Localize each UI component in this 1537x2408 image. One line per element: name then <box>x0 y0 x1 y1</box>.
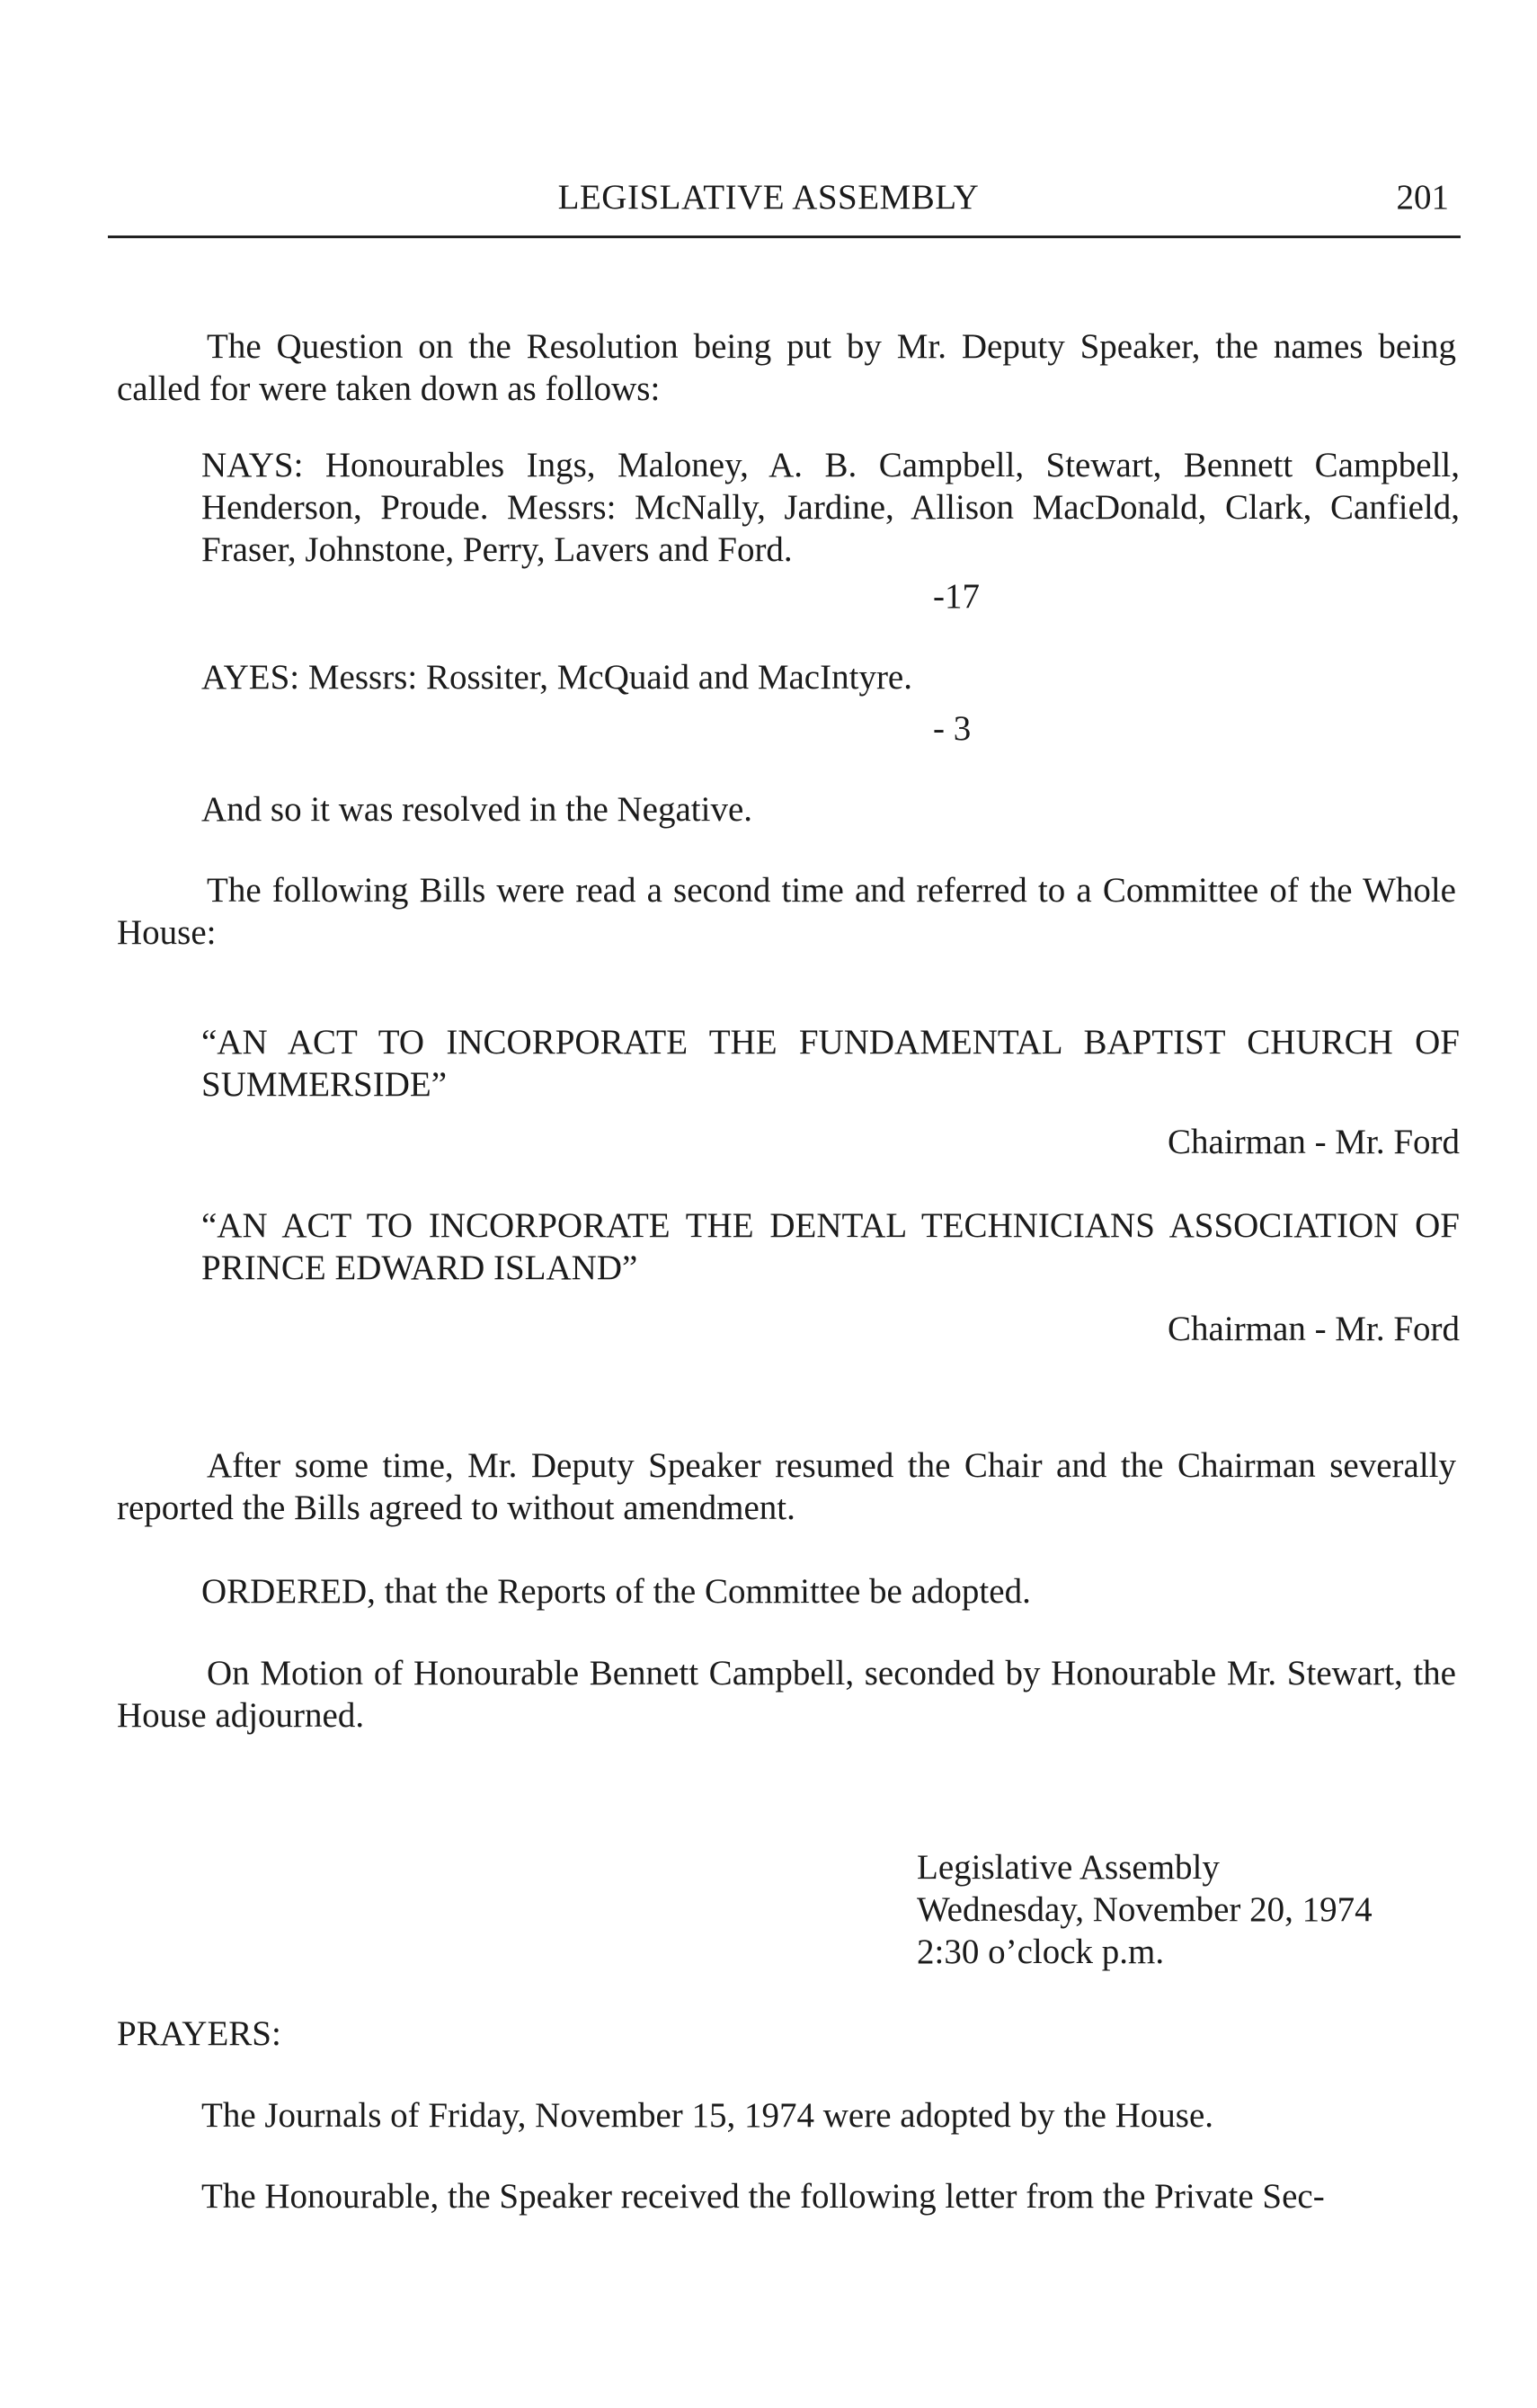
question-paragraph: The Question on the Resolution being put by Mr. Deputy Speaker, the names being called for were taken down as follows: <box>117 327 1456 408</box>
ayes-list: AYES: Messrs: Rossiter, McQuaid and MacIntyre. <box>201 658 912 697</box>
bill-title: “AN ACT TO INCORPORATE THE DENTAL TECHNICIANS ASSOCIATION OF PRINCE EDWARD ISLAND” <box>201 1206 1460 1287</box>
letter-paragraph: The Honourable, the Speaker received the following letter from the Private Sec- <box>201 2177 1325 2216</box>
dateline-time: 2:30 o’clock p.m. <box>917 1933 1165 1971</box>
ayes-count: - 3 <box>933 709 972 748</box>
ordered-paragraph: ORDERED, that the Reports of the Committee be adopted. <box>201 1572 1031 1611</box>
bill-title: “AN ACT TO INCORPORATE THE FUNDAMENTAL BAPTIST CHURCH OF SUMMERSIDE” <box>201 1023 1460 1104</box>
bill-chairman: Chairman - Mr. Ford <box>1168 1310 1460 1348</box>
page-number: 201 <box>1396 178 1449 217</box>
motion-paragraph: On Motion of Honourable Bennett Campbell, seconded by Honourable Mr. Stewart, the House adjourned. <box>117 1654 1456 1735</box>
header-rule <box>108 235 1461 238</box>
journals-paragraph: The Journals of Friday, November 15, 1974 were adopted by the House. <box>201 2096 1214 2135</box>
dateline-place: Legislative Assembly <box>917 1848 1220 1887</box>
after-paragraph: After some time, Mr. Deputy Speaker resumed the Chair and the Chairman severally reported the Bills agreed to without amendment. <box>117 1446 1456 1527</box>
nays-list: NAYS: Honourables Ings, Maloney, A. B. Campbell, Stewart, Bennett Campbell, Henderson, Proude. Messrs: McNally, Jardine, Allison MacDonald, Clark, Canfield, Fraser, Johnstone, Perry, Lavers and Ford. <box>201 446 1460 569</box>
bill-chairman: Chairman - Mr. Ford <box>1168 1123 1460 1161</box>
bills-intro-paragraph: The following Bills were read a second time and referred to a Committee of the Whole House: <box>117 871 1456 952</box>
running-header: LEGISLATIVE ASSEMBLY <box>557 178 980 217</box>
nays-count: -17 <box>933 577 980 616</box>
prayers-heading: PRAYERS: <box>117 2014 281 2053</box>
dateline-date: Wednesday, November 20, 1974 <box>917 1890 1373 1929</box>
dateline <box>917 1846 1456 1973</box>
negative-resolution: And so it was resolved in the Negative. <box>201 790 753 829</box>
